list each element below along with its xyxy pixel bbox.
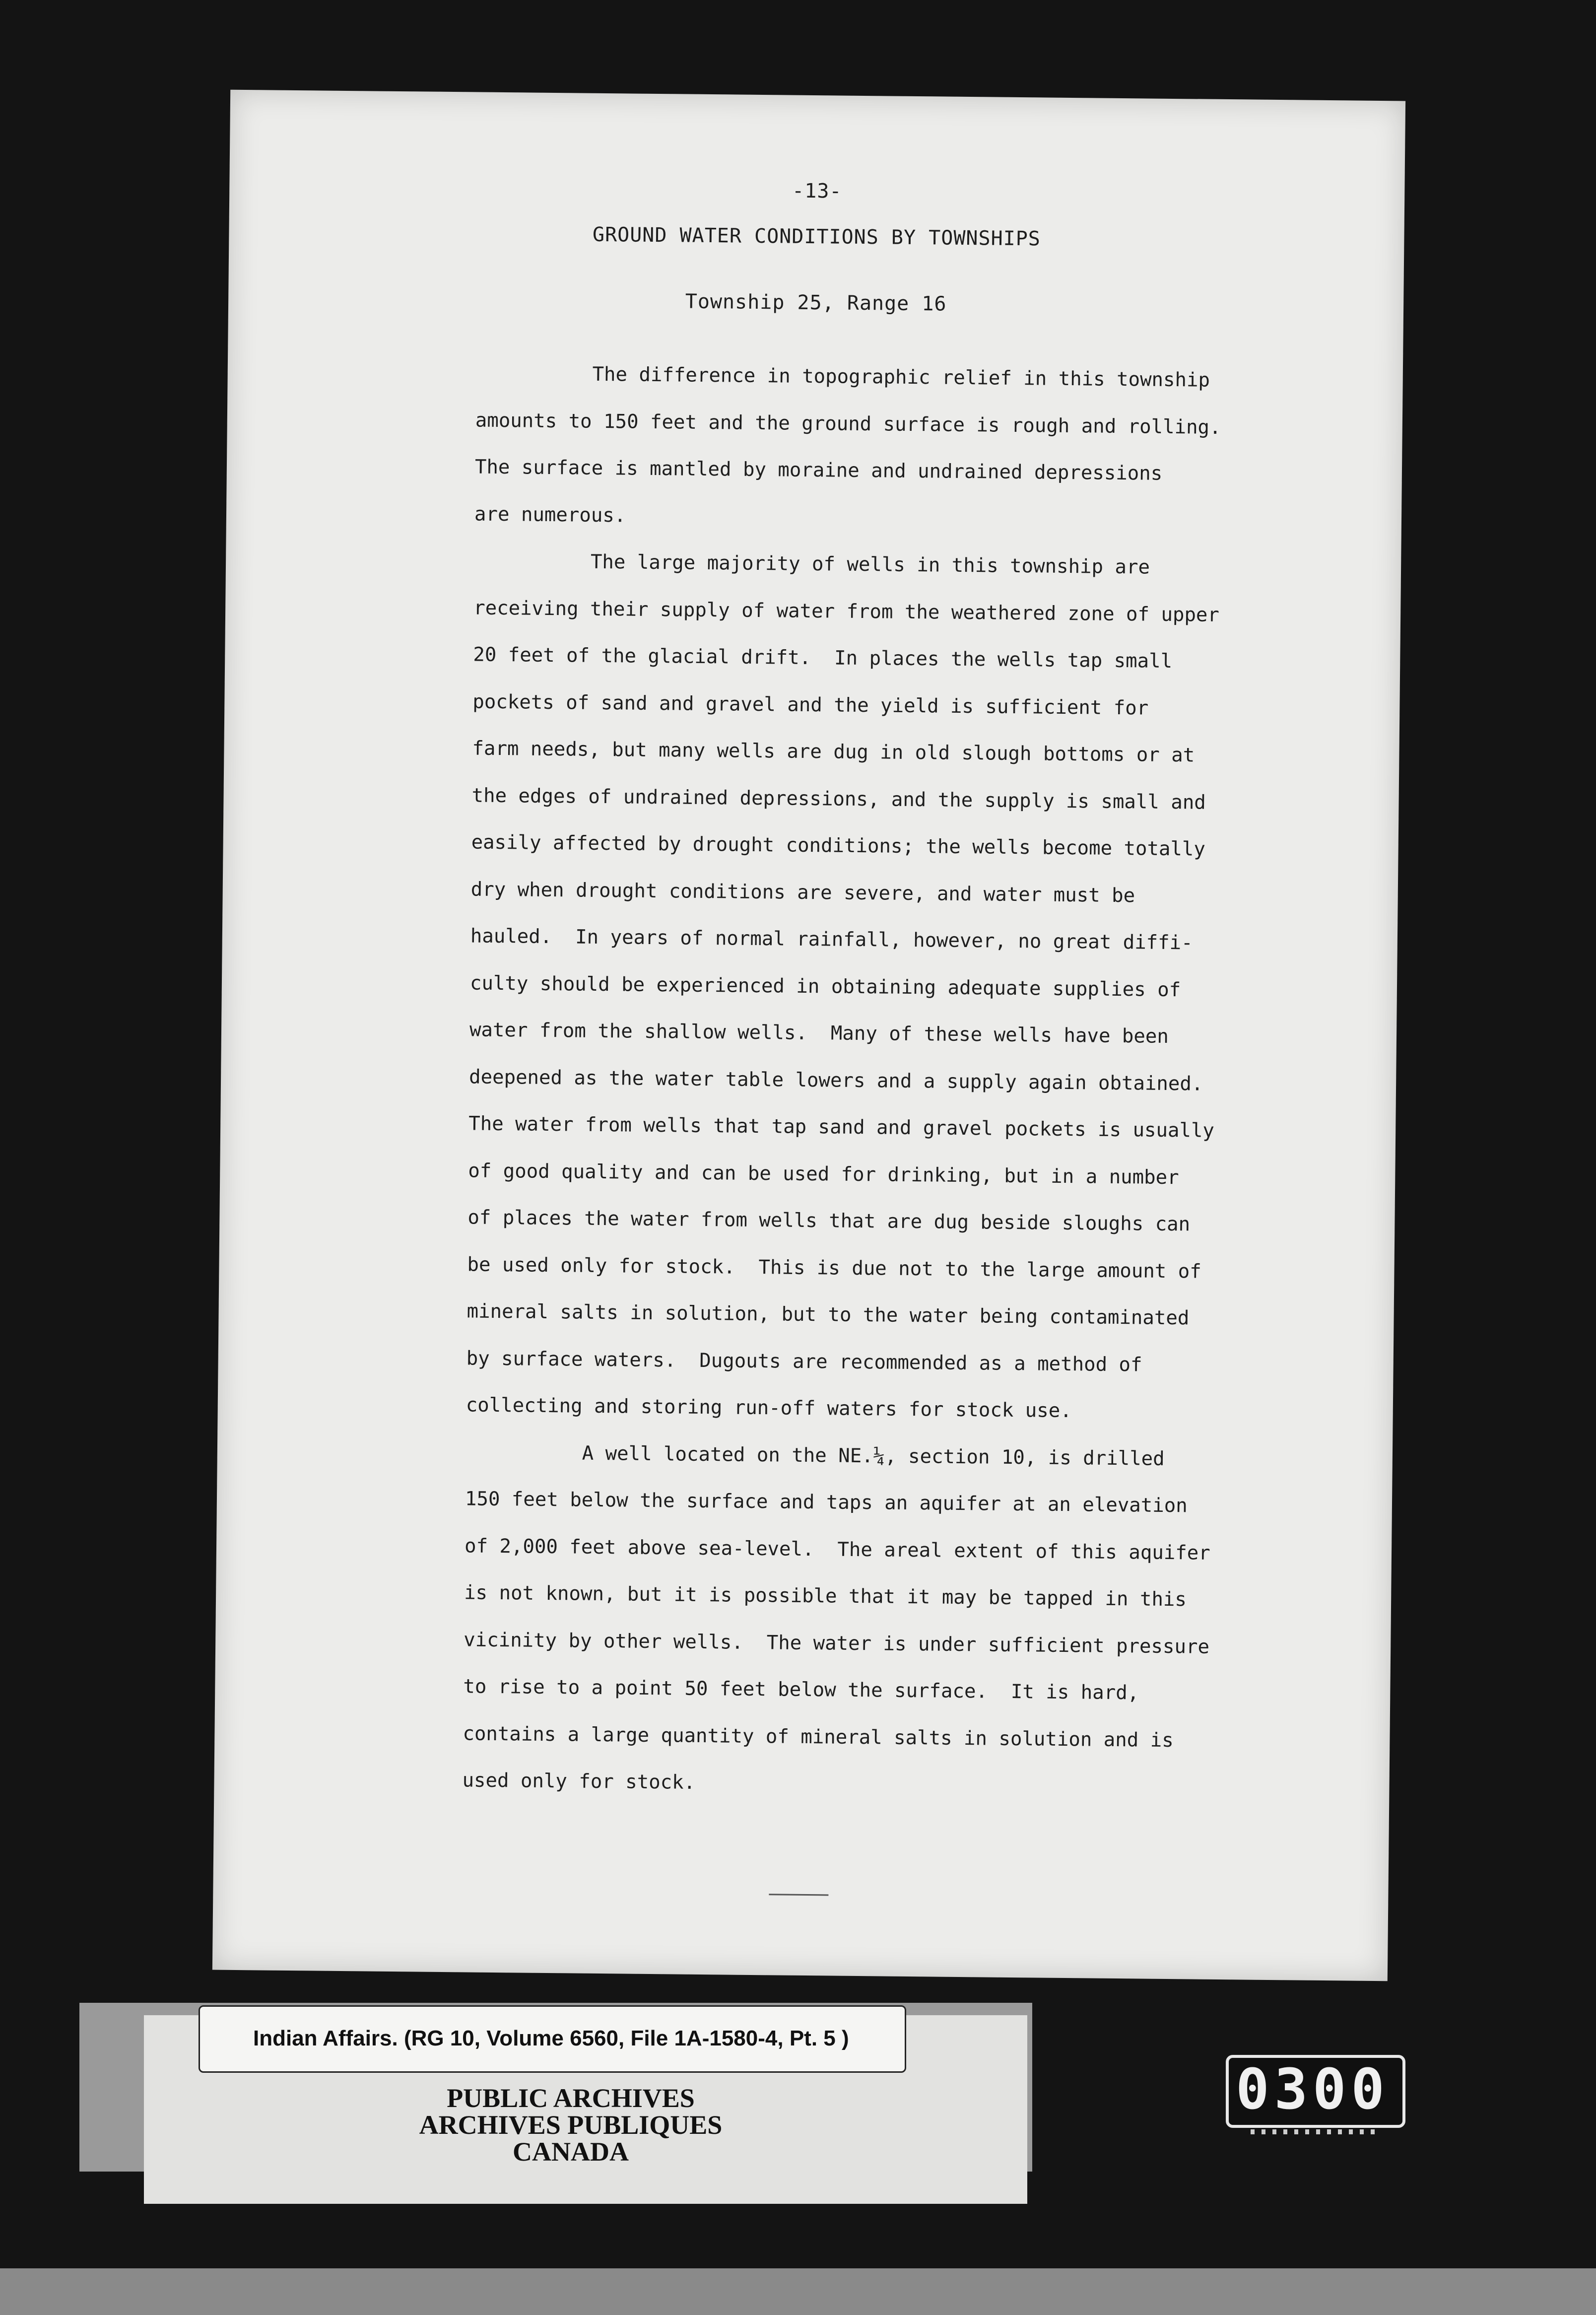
document-page xyxy=(212,90,1405,1981)
body-text xyxy=(462,350,1379,1813)
text-line: pockets of sand and gravel and the yield is sufficient for xyxy=(472,690,1149,720)
text-line: is not known, but it is possible that it may be tapped in this xyxy=(464,1581,1187,1611)
text-line: The water from wells that tap sand and gravel pockets is usually xyxy=(468,1112,1215,1142)
archives-stamp-line-3: CANADA xyxy=(513,2137,629,2167)
text-line: A well located on the NE.¼, section 10, is drilled xyxy=(465,1440,1165,1470)
text-line: hauled. In years of normal rainfall, however, no great diffi- xyxy=(470,925,1193,954)
text-line: farm needs, but many wells are dug in old slough bottoms or at xyxy=(472,737,1195,767)
text-line: mineral salts in solution, but to the water being contaminated xyxy=(466,1300,1190,1330)
text-line: to rise to a point 50 feet below the surface. It is hard, xyxy=(463,1675,1139,1704)
text-line: collecting and storing run-off waters for stock use. xyxy=(466,1394,1072,1423)
text-line: be used only for stock. This is due not to the large amount of xyxy=(467,1253,1201,1283)
page-end-mark xyxy=(769,1894,828,1896)
text-line: 150 feet below the surface and taps an aquifer at an elevation xyxy=(465,1488,1188,1517)
text-line: easily affected by drought conditions; the wells become totally xyxy=(471,831,1206,861)
text-line: water from the shallow wells. Many of these wells have been xyxy=(469,1019,1169,1048)
archives-stamp xyxy=(347,2085,794,2165)
section-heading: Township 25, Range 16 xyxy=(685,290,947,316)
text-line: The difference in topographic relief in this township xyxy=(475,362,1210,392)
film-border xyxy=(0,2268,1596,2315)
document-title: GROUND WATER CONDITIONS BY TOWNSHIPS xyxy=(592,223,1041,251)
text-line: vicinity by other wells. The water is under sufficient pressure xyxy=(464,1628,1210,1658)
archive-reference: Indian Affairs. (RG 10, Volume 6560, File 1A-1580-4, Pt. 5 ) xyxy=(253,2026,849,2050)
text-line: receiving their supply of water from the weathered zone of upper xyxy=(473,596,1220,626)
text-line: dry when drought conditions are severe, and water must be xyxy=(470,878,1135,907)
text-line: contains a large quantity of mineral salts in solution and is xyxy=(463,1722,1174,1752)
page-number: -13- xyxy=(792,179,842,203)
text-line: the edges of undrained depressions, and the supply is small and xyxy=(471,784,1206,814)
text-line: of places the water from wells that are dug beside sloughs can xyxy=(467,1206,1191,1236)
text-line: used only for stock. xyxy=(462,1769,696,1794)
text-line: 20 feet of the glacial drift. In places the wells tap small xyxy=(473,643,1173,673)
text-line: of good quality and can be used for drinking, but in a number xyxy=(468,1159,1179,1189)
archives-stamp-line-2: ARCHIVES PUBLIQUES xyxy=(419,2110,723,2140)
text-line: deepened as the water table lowers and a supply again obtained. xyxy=(468,1065,1203,1095)
text-line: of 2,000 feet above sea-level. The areal extent of this aquifer xyxy=(464,1534,1210,1565)
text-line: are numerous. xyxy=(474,502,626,527)
text-line: The surface is mantled by moraine and undrained depressions xyxy=(474,456,1163,485)
text-line: amounts to 150 feet and the ground surface is rough and rolling. xyxy=(475,409,1221,439)
text-line: by surface waters. Dugouts are recommended as a method of xyxy=(466,1347,1142,1376)
text-line: culty should be experienced in obtaining adequate supplies of xyxy=(469,971,1181,1001)
archives-stamp-line-1: PUBLIC ARCHIVES xyxy=(447,2083,695,2113)
frame-counter: 0300 xyxy=(1236,2057,1390,2122)
text-line: The large majority of wells in this township are xyxy=(473,549,1150,579)
frame-counter-ticks xyxy=(1251,2129,1380,2134)
